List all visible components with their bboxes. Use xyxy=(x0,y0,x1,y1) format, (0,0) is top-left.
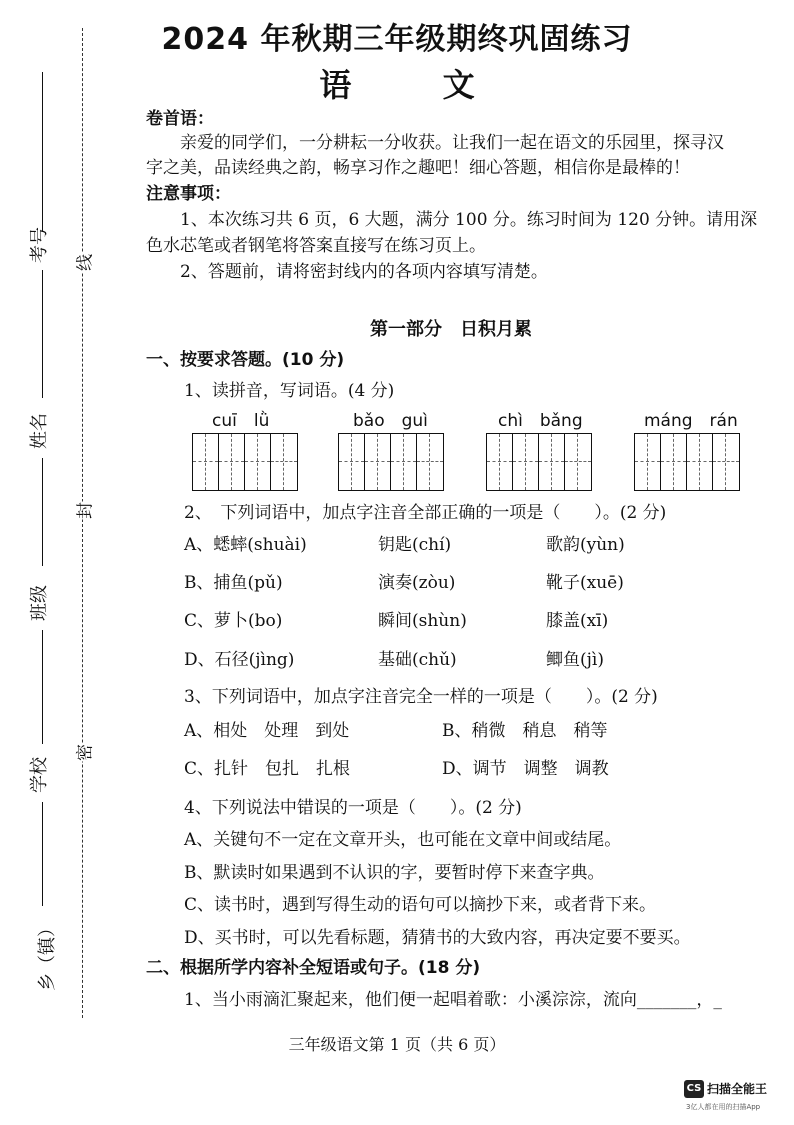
preface-label: 卷首语： xyxy=(146,109,214,129)
seal-char-line: 线 xyxy=(71,254,96,272)
question-4: 4、下列说法中错误的一项是（ ）。(2 分) xyxy=(184,798,522,818)
binding-line-5 xyxy=(42,802,43,906)
page-footer: 三年级语文第 1 页（共 6 页） xyxy=(288,1035,506,1054)
notes-item-1-line-2: 色水芯笔或者钢笔将答案直接写在练习页上。 xyxy=(146,236,486,256)
binding-line-3 xyxy=(42,458,43,566)
q2-option-a2: 钥匙(chí) xyxy=(378,535,452,555)
q2-option-c1: C、萝卜(bo) xyxy=(184,611,283,631)
pinyin-2: bǎo guì xyxy=(353,411,428,431)
grid-cell[interactable] xyxy=(661,434,687,490)
q4-option-c: C、读书时，遇到写得生动的语句可以摘抄下来，或者背下来。 xyxy=(184,895,657,915)
preface-line-2: 字之美，品读经典之韵，畅享习作之趣吧！细心答题，相信你是最棒的！ xyxy=(146,158,690,178)
page-title: 2024 年秋期三年级期终巩固练习 xyxy=(161,22,633,57)
scanner-logo xyxy=(684,1078,767,1098)
name-label: 姓名 xyxy=(29,413,50,449)
q3-option-d: D、调节 调整 调教 xyxy=(442,759,609,779)
class-label: 班级 xyxy=(29,585,50,621)
q3-option-b: B、稍微 稍息 稍等 xyxy=(442,721,608,741)
q2-option-a3: 歌韵(yùn) xyxy=(546,535,625,555)
section-2-question-1: 1、当小雨滴汇聚起来，他们便一起唱着歌：小溪淙淙，流向_______，_ xyxy=(184,990,722,1010)
grid-cell[interactable] xyxy=(219,434,245,490)
grid-cell[interactable] xyxy=(391,434,417,490)
question-3: 3、下列词语中，加点字注音完全一样的一项是（ ）。(2 分) xyxy=(184,687,658,707)
q2-option-d1: D、石径(jìng) xyxy=(184,650,295,670)
school-label: 学校 xyxy=(29,757,50,793)
writing-grid-2[interactable] xyxy=(338,433,444,491)
cs-logo-icon: CS xyxy=(684,1080,704,1098)
question-1: 1、读拼音，写词语。(4 分) xyxy=(184,381,395,401)
section-2-heading: 二、根据所学内容补全短语或句子。(18 分) xyxy=(146,958,481,978)
pinyin-1: cuī lǜ xyxy=(212,411,270,431)
q2-option-c2: 瞬间(shùn) xyxy=(378,611,467,631)
q4-option-d: D、买书时，可以先看标题，猜猜书的大致内容，再决定要不要买。 xyxy=(184,928,691,948)
grid-cell[interactable] xyxy=(365,434,391,490)
pinyin-4: máng rán xyxy=(644,411,738,431)
q3-option-c: C、扎针 包扎 扎根 xyxy=(184,759,351,779)
grid-cell[interactable] xyxy=(713,434,739,490)
notes-item-2: 2、答题前，请将密封线内的各项内容填写清楚。 xyxy=(180,262,548,282)
grid-cell[interactable] xyxy=(487,434,513,490)
binding-line-2 xyxy=(42,270,43,398)
seal-char-secret: 密 xyxy=(71,744,96,762)
notes-label: 注意事项： xyxy=(146,184,231,204)
grid-cell[interactable] xyxy=(339,434,365,490)
q4-option-a: A、关键句不一定在文章开头，也可能在文章中间或结尾。 xyxy=(184,830,622,850)
q2-option-b2: 演奏(zòu) xyxy=(378,573,456,593)
pinyin-3: chì bǎng xyxy=(498,411,583,431)
part-heading: 第一部分 日积月累 xyxy=(370,319,532,340)
q2-option-d3: 鲫鱼(jì) xyxy=(546,650,604,670)
preface-line-1: 亲爱的同学们，一分耕耘一分收获。让我们一起在语文的乐园里，探寻汉 xyxy=(180,133,724,153)
town-label: 乡（镇） xyxy=(37,919,58,991)
question-2: 2、 下列词语中，加点字注音全部正确的一项是（ ）。(2 分) xyxy=(184,503,667,523)
grid-cell[interactable] xyxy=(245,434,271,490)
section-1-heading: 一、按要求答题。(10 分) xyxy=(146,350,345,370)
q4-option-b: B、默读时如果遇到不认识的字，要暂时停下来查字典。 xyxy=(184,863,605,883)
grid-cell[interactable] xyxy=(539,434,565,490)
grid-cell[interactable] xyxy=(193,434,219,490)
grid-cell[interactable] xyxy=(565,434,591,490)
seal-char-seal: 封 xyxy=(71,502,96,520)
binding-line-4 xyxy=(42,630,43,744)
q2-option-d2: 基础(chǔ) xyxy=(378,650,457,670)
grid-cell[interactable] xyxy=(687,434,713,490)
grid-cell[interactable] xyxy=(417,434,443,490)
exam-no-label: 考号 xyxy=(29,227,50,263)
scanner-tagline: 3亿人都在用的扫描App xyxy=(686,1103,761,1111)
grid-cell[interactable] xyxy=(271,434,297,490)
q3-option-a: A、相处 处理 到处 xyxy=(184,721,350,741)
q2-option-c3: 膝盖(xī) xyxy=(546,611,609,631)
q2-option-b3: 靴子(xuē) xyxy=(546,573,624,593)
writing-grid-3[interactable] xyxy=(486,433,592,491)
q2-option-a1: A、蟋蟀(shuài) xyxy=(184,535,307,555)
grid-cell[interactable] xyxy=(513,434,539,490)
binding-line-top xyxy=(42,72,43,232)
writing-grid-4[interactable] xyxy=(634,433,740,491)
scanner-app-name: 扫描全能王 xyxy=(707,1082,768,1096)
writing-grid-1[interactable] xyxy=(192,433,298,491)
grid-cell[interactable] xyxy=(635,434,661,490)
q2-option-b1: B、捕鱼(pǔ) xyxy=(184,573,283,593)
subject-title: 语 文 xyxy=(319,66,515,104)
notes-item-1-line-1: 1、本次练习共 6 页，6 大题，满分 100 分。练习时间为 120 分钟。请用深 xyxy=(180,210,758,230)
seal-dashed-line xyxy=(82,28,83,1018)
